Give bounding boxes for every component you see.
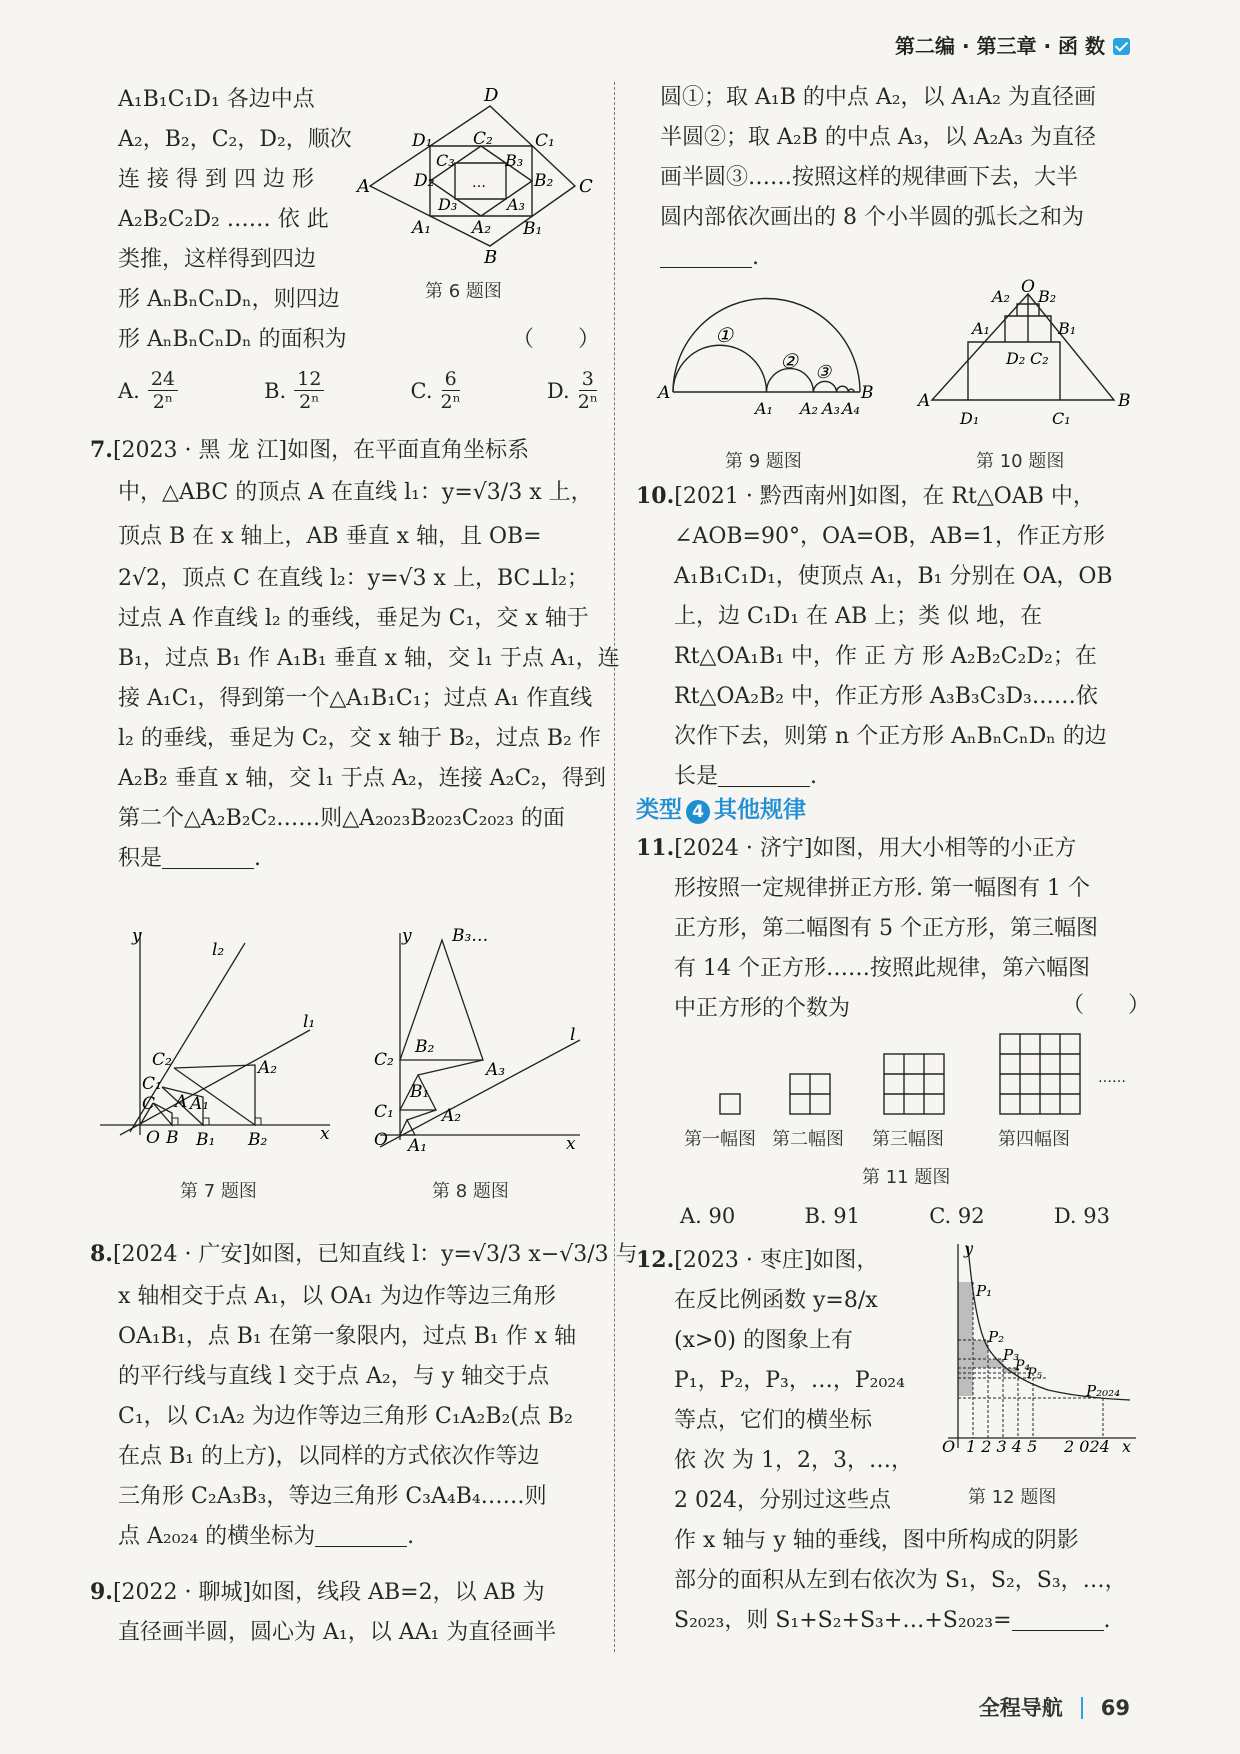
q6-line: 类推，这样得到四边	[118, 247, 317, 272]
fig-label: x	[566, 1134, 576, 1154]
q9-caption: 第 9 题图	[725, 451, 802, 472]
q7-line: 积是 .	[118, 846, 262, 871]
fig-label: A₁	[412, 218, 432, 238]
q11-number: 11.	[636, 835, 675, 861]
q7-number: 7.	[90, 437, 113, 463]
q10-line: Rt△OA₁B₁ 中，作 正 方 形 A₂B₂C₂D₂；在	[674, 644, 1097, 669]
q7-line: l₂ 的垂线，垂足为 C₂，交 x 轴于 B₂，过点 B₂ 作	[118, 726, 601, 751]
choice-letter: C.	[410, 378, 433, 403]
triangle-oab	[932, 294, 1114, 400]
fig-label: O	[146, 1128, 160, 1148]
fig-label: B₂	[415, 1037, 435, 1057]
fig-label: A₁	[755, 399, 773, 418]
q12-line: S₂₀₂₃，则 S₁+S₂+S₃+…+S₂₀₂₃= .	[674, 1608, 1111, 1633]
q9-line: 半圆②；取 A₂B 的中点 A₃，以 A₂A₃ 为直径	[660, 125, 1096, 150]
q11-line: 正方形，第二幅图有 5 个正方形，第三幅图	[674, 916, 1098, 941]
fig-label: P₂₀₂₄	[1086, 1382, 1121, 1400]
fig-label: ①	[715, 323, 733, 347]
q11-choice: D. 93	[1053, 1204, 1110, 1228]
q8-line: 三角形 C₂A₃B₃，等边三角形 C₃A₄B₄……则	[118, 1484, 547, 1509]
fig-label: B₁	[196, 1130, 216, 1150]
ellipsis: ……	[1098, 1070, 1126, 1086]
fig-label: D₁	[412, 131, 433, 151]
shaded-s1	[958, 1282, 973, 1396]
fig-label: l₂	[212, 940, 225, 960]
aux-line	[407, 1110, 436, 1120]
right-angle-mark	[255, 1118, 261, 1125]
q8-figure	[370, 925, 595, 1156]
grid-panel-4	[1000, 1034, 1080, 1114]
q6-caption: 第 6 题图	[425, 281, 502, 302]
page-header	[895, 26, 1130, 66]
q6-choice	[264, 368, 324, 413]
panel-label: 第三幅图	[872, 1129, 944, 1150]
semicircle-4	[837, 386, 849, 392]
answer-blank[interactable]	[718, 764, 810, 787]
q9-text-continued	[660, 78, 1096, 278]
q11-line: 中正方形的个数为	[674, 996, 851, 1021]
section-title: 其他规律	[714, 797, 806, 823]
fraction-denominator: 2ⁿ	[577, 391, 598, 413]
chapter-title: 第二编 · 第三章 · 函 数	[894, 34, 1105, 58]
triangle-abc	[153, 1103, 172, 1125]
q9-line: 画半圆③……按照这样的规律画下去，大半	[660, 165, 1079, 190]
q7-line: A₂B₂ 垂直 x 轴，交 l₁ 于点 A₂，连接 A₂C₂，得到	[118, 766, 606, 791]
fig-label: C₂	[473, 129, 493, 149]
fig-label: ③	[815, 362, 832, 383]
fig-label: 2 024	[1064, 1437, 1110, 1456]
fig-label: C₁	[535, 131, 555, 151]
fig-label: P₄	[1015, 1358, 1031, 1374]
q6-line: A₂，B₂，C₂，D₂，顺次	[118, 127, 352, 152]
fig-label: B₂	[248, 1130, 268, 1150]
q12-line-text: S₂₀₂₃，则 S₁+S₂+S₃+…+S₂₀₂₃=	[674, 1608, 1012, 1633]
fig-label: B	[861, 383, 874, 403]
semicircle-1	[673, 345, 767, 392]
panel-label: 第四幅图	[998, 1129, 1070, 1150]
q6-text	[118, 80, 352, 360]
fig-label: A₂	[442, 1106, 462, 1126]
q7-line: 过点 A 作直线 l₂ 的垂线，垂足为 C₁，交 x 轴于	[118, 606, 589, 631]
q7-line: 中，△ABC 的顶点 A 在直线 l₁：y=√3/3 x 上，	[118, 480, 593, 505]
q7-line: 顶点 B 在 x 轴上，AB 垂直 x 轴，且 OB=	[118, 524, 542, 549]
fig-label: B₂	[534, 171, 554, 191]
fig-label: C₁	[374, 1102, 394, 1122]
q9-line: 圆①；取 A₁B 的中点 A₂，以 A₁A₂ 为直径画	[660, 85, 1096, 110]
q11-choice: C. 92	[929, 1204, 985, 1228]
fig-label: A₂	[992, 287, 1010, 306]
fig-label: P₅	[1027, 1366, 1043, 1382]
fig-label: C₂	[374, 1050, 394, 1070]
fig-label: A₁	[190, 1094, 210, 1114]
q8-text	[90, 1232, 638, 1557]
q9-line-text: [2022 · 聊城]如图，线段 AB=2，以 AB 为	[112, 1580, 545, 1605]
right-angle-mark	[172, 1118, 178, 1125]
q12-caption: 第 12 题图	[968, 1487, 1057, 1508]
answer-blank[interactable]	[660, 245, 752, 268]
fig-label: A₄	[842, 399, 860, 418]
fig-label: C₃	[436, 151, 455, 170]
fig-label: A₂	[472, 218, 492, 238]
q8-line: C₁，以 C₁A₂ 为边作等边三角形 C₁A₂B₂(点 B₂	[118, 1404, 573, 1429]
q6-line: A₁B₁C₁D₁ 各边中点	[118, 87, 315, 112]
choice-letter: A.	[118, 378, 140, 403]
aux-line	[418, 1060, 483, 1075]
panel-label: 第一幅图	[684, 1129, 756, 1150]
fig-label: A₃	[507, 195, 525, 214]
fig-label: y	[132, 926, 142, 946]
q10-line-text: 长是	[674, 764, 719, 789]
fraction-denominator: 2ⁿ	[440, 391, 461, 413]
q10-line: 长是 .	[674, 764, 818, 789]
q12-number: 12.	[636, 1247, 675, 1273]
q6-line: A₂B₂C₂D₂ …… 依 此	[118, 207, 329, 232]
q11-choice: B. 91	[804, 1204, 860, 1228]
fig-label: P₂	[988, 1328, 1005, 1346]
fig-label: ②	[780, 349, 798, 373]
fig-label: 1 2 3 4 5	[966, 1437, 1038, 1456]
fraction-numerator: 6	[442, 368, 460, 391]
q7-text	[90, 430, 620, 879]
fig-label: B	[166, 1128, 179, 1148]
q6-line: 连 接 得 到 四 边 形	[118, 167, 314, 192]
q12-line: 依 次 为 1，2，3，…，	[674, 1448, 913, 1473]
fig-label: C₁	[1052, 409, 1071, 428]
q8-line: 点 A₂₀₂₄ 的横坐标为 .	[118, 1524, 415, 1549]
section-heading	[636, 790, 806, 830]
fig-label: A	[357, 176, 370, 197]
q9-figure	[655, 292, 880, 422]
q6-line: 形 AₙBₙCₙDₙ，则四边	[118, 287, 340, 312]
fig-label: C	[142, 1094, 156, 1114]
grid-panel-2	[790, 1074, 830, 1114]
q10-caption: 第 10 题图	[976, 451, 1065, 472]
fig-label: B₂	[1038, 287, 1057, 306]
q9-line: .	[660, 238, 1096, 278]
fraction-denominator: 2ⁿ	[299, 391, 320, 413]
fig-label: x	[320, 1124, 330, 1144]
grid-panel-3	[884, 1054, 944, 1114]
fig-label: A	[658, 383, 671, 403]
fig-label: D₂	[1006, 349, 1026, 368]
fig-label: A₂	[258, 1058, 278, 1078]
q10-figure	[918, 277, 1138, 432]
q11-panel-labels	[684, 1120, 1144, 1150]
fraction-numerator: 12	[294, 368, 324, 391]
section-number-badge: 4	[686, 800, 710, 824]
q12-line: 在反比例函数 y=8/x	[674, 1288, 878, 1313]
q11-line-text: [2024 · 济宁]如图，用大小相等的小正方	[674, 836, 1077, 861]
q7-line: 接 A₁C₁，得到第一个△A₁B₁C₁；过点 A₁ 作直线	[118, 686, 593, 711]
q8-line: OA₁B₁，点 B₁ 在第一象限内，过点 B₁ 作 x 轴	[118, 1324, 577, 1349]
choice-letter: B.	[264, 378, 287, 403]
fig-label: A	[175, 1092, 188, 1112]
q7-line: 第二个△A₂B₂C₂……则△A₂₀₂₃B₂₀₂₃C₂₀₂₃ 的面	[118, 806, 565, 831]
q12-figure	[918, 1238, 1138, 1456]
q12-line: 等点，它们的横坐标	[674, 1408, 873, 1433]
fig-label: A₃	[486, 1060, 506, 1080]
q7-line-text: [2023 · 黑 龙 江]如图，在平面直角坐标系	[112, 438, 530, 463]
q8-line-text: 点 A₂₀₂₄ 的横坐标为	[118, 1524, 316, 1549]
q11-text	[636, 828, 1098, 1029]
checkbox-icon	[1113, 38, 1130, 55]
q8-caption: 第 8 题图	[432, 1181, 509, 1202]
q12-line: 作 x 轴与 y 轴的垂线，图中所构成的阴影	[674, 1528, 1079, 1553]
page-footer	[979, 1688, 1130, 1728]
q11-caption: 第 11 题图	[862, 1167, 951, 1188]
q10-line	[636, 476, 1113, 517]
page-number: 69	[1100, 1696, 1130, 1720]
section-prefix: 类型	[636, 797, 682, 823]
choice-letter: D.	[546, 378, 570, 403]
fig-label: B₁	[1058, 319, 1077, 338]
q7-line: 2√2，顶点 C 在直线 l₂：y=√3 x 上，BC⊥l₂；	[118, 566, 589, 591]
answer-blank[interactable]	[1012, 1608, 1104, 1631]
fig-label: B	[484, 247, 498, 268]
fig-label: A₃	[822, 399, 840, 418]
fig-label: B₃…	[452, 926, 489, 946]
q8-line-text: [2024 · 广安]如图，已知直线 l：y=√3/3 x−√3/3 与	[112, 1242, 638, 1267]
q9-line: 直径画半圆，圆心为 A₁，以 AA₁ 为直径画半	[118, 1620, 557, 1645]
fig-label: C₂	[1030, 349, 1049, 368]
q9-text-start	[90, 1572, 556, 1653]
answer-blank[interactable]	[315, 1524, 407, 1547]
fig-label: l₁	[303, 1012, 316, 1032]
fig-label: B₁	[523, 219, 543, 239]
fig-label: y	[964, 1239, 974, 1258]
q7-line: B₁，过点 B₁ 作 A₁B₁ 垂直 x 轴，交 l₁ 于点 A₁，连	[118, 646, 620, 671]
q9-line: 圆内部依次画出的 8 个小半圆的弧长之和为	[660, 205, 1084, 230]
fig-label: D₃	[438, 195, 458, 214]
footer-brand: 全程导航	[978, 1696, 1063, 1720]
q10-line-text: [2021 · 黔西南州]如图，在 Rt△OAB 中，	[674, 484, 1095, 509]
fig-label: D₂	[414, 171, 435, 191]
q7-caption: 第 7 题图	[180, 1181, 257, 1202]
q9-line	[90, 1572, 556, 1613]
q6-figure	[357, 85, 593, 268]
fig-label: O	[374, 1130, 388, 1150]
q10-text	[636, 476, 1113, 797]
fig-label: B	[1118, 391, 1131, 411]
fig-label: A₂	[800, 399, 818, 418]
fig-label: C₁	[142, 1074, 162, 1094]
q11-paren: （ ）	[1062, 993, 1151, 1018]
q10-line: 次作下去，则第 n 个正方形 AₙBₙCₙDₙ 的边	[674, 724, 1107, 749]
q6-choice	[547, 368, 598, 413]
q11-line: 形按照一定规律拼正方形. 第一幅图有 1 个	[674, 876, 1090, 901]
panel-label: 第二幅图	[772, 1129, 844, 1150]
q6-choice	[411, 368, 461, 413]
hyperbola-curve	[968, 1246, 1130, 1400]
q8-line: 在点 B₁ 的上方)，以同样的方式依次作等边	[118, 1444, 540, 1469]
q10-line: 上，边 C₁D₁ 在 AB 上；类 似 地，在	[674, 604, 1043, 629]
q10-line: Rt△OA₂B₂ 中，作正方形 A₃B₃C₃D₃……依	[674, 684, 1098, 709]
q6-paren: （ ）	[512, 327, 601, 352]
fig-label: D₁	[960, 409, 980, 428]
fig-label: P₁	[976, 1282, 993, 1300]
q10-line: A₁B₁C₁D₁，使顶点 A₁，B₁ 分别在 OA，OB	[674, 564, 1113, 589]
fig-label: y	[402, 926, 412, 946]
fig-label: O	[942, 1437, 956, 1456]
fig-label: B₃	[505, 151, 524, 170]
fig-label: C₂	[152, 1050, 172, 1070]
q10-line: ∠AOB=90°，OA=OB，AB=1，作正方形	[674, 524, 1105, 549]
q8-number: 8.	[90, 1241, 113, 1267]
q6-choice	[118, 368, 178, 413]
q12-line: 部分的面积从左到右依次为 S₁，S₂，S₃，…，	[674, 1568, 1127, 1593]
grid-panel-1	[720, 1094, 740, 1114]
triangle-c2a3b3	[400, 940, 483, 1060]
fig-label: l	[570, 1025, 576, 1045]
right-angle-mark	[203, 1118, 209, 1125]
fig-label: A₁	[972, 319, 990, 338]
fig-label: …	[472, 175, 486, 191]
q12-line: P₁，P₂，P₃，…，P₂₀₂₄	[674, 1368, 905, 1393]
q8-line	[90, 1232, 638, 1277]
q12-line: (x>0) 的图象上有	[674, 1328, 853, 1353]
q11-line	[636, 828, 1098, 869]
fraction-denominator: 2ⁿ	[152, 391, 174, 413]
q8-line: 的平行线与直线 l 交于点 A₂，与 y 轴交于点	[118, 1364, 550, 1389]
fig-label: O	[1021, 277, 1035, 297]
q11-choices	[680, 1196, 1110, 1236]
fig-label: A	[918, 391, 931, 411]
fraction-numerator: 24	[148, 368, 178, 391]
fig-label: B₁	[410, 1082, 430, 1102]
q11-line: 有 14 个正方形……按照此规律，第六幅图	[674, 956, 1090, 981]
q10-number: 10.	[636, 483, 675, 509]
answer-blank[interactable]	[162, 846, 254, 869]
fig-label: A₁	[408, 1136, 428, 1156]
q12-line: 2 024，分别过这些点	[674, 1488, 891, 1513]
fig-label: D	[484, 85, 499, 106]
footer-separator	[1081, 1697, 1083, 1719]
fig-label: x	[1122, 1437, 1132, 1456]
q8-line: x 轴相交于点 A₁，以 OA₁ 为边作等边三角形	[118, 1284, 556, 1309]
semicircle-ab	[673, 299, 860, 393]
q7-figure	[100, 925, 340, 1150]
q11-choice: A. 90	[680, 1204, 736, 1228]
q6-choices	[118, 368, 598, 413]
q6-line: 形 AₙBₙCₙDₙ 的面积为	[118, 327, 347, 352]
q7-line-text: 积是	[118, 846, 163, 871]
fig-label: P₃	[1003, 1346, 1020, 1364]
fraction-numerator: 3	[579, 368, 597, 391]
q7-line	[90, 430, 620, 471]
q12-line-text: [2023 · 枣庄]如图，	[674, 1248, 879, 1273]
fig-label: C	[579, 176, 593, 197]
q9-number: 9.	[90, 1579, 113, 1605]
